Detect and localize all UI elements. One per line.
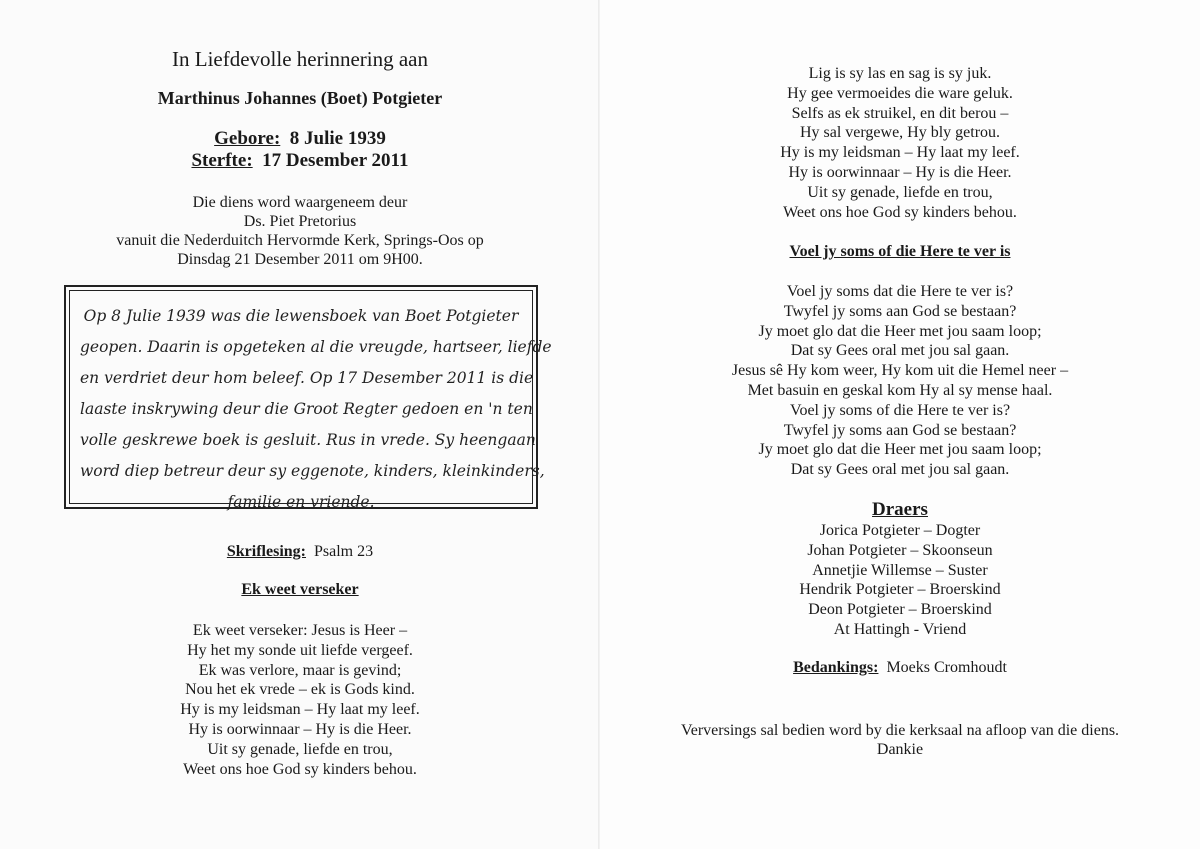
hymn-line: Hy sal vergewe, Hy bly getrou. <box>799 124 1001 142</box>
tribute-line: volle geskrewe boek is gesluit. Rus in vrede. Sy heengaan <box>80 431 536 449</box>
death-line <box>0 150 600 172</box>
tribute-line: geopen. Daarin is opgeteken al die vreugde, hartseer, liefde <box>80 338 552 356</box>
bearer-item: At Hattingh - Vriend <box>833 620 967 638</box>
song-line: Jesus sê Hy kom weer, Hy kom uit die Hemel neer – <box>731 362 1069 380</box>
song-title: Voel jy soms of die Here te ver is <box>789 243 1011 260</box>
scripture-reading <box>0 543 600 561</box>
birth-line <box>0 128 600 150</box>
death-date: 17 Desember 2011 <box>262 150 409 171</box>
hymn-line: Weet ons hoe God sy kinders behou. <box>183 760 417 778</box>
tribute-box <box>64 285 552 511</box>
tribute-line: en verdriet deur hom beleef. Op 17 Desember 2011 is die <box>80 369 534 387</box>
thanks-value: Moeks Cromhoudt <box>886 659 1007 676</box>
hymn-line: Hy is my leidsman – Hy laat my leef. <box>780 144 1020 162</box>
hymn-line: Hy is my leidsman – Hy laat my leef. <box>180 701 420 719</box>
service-line: Ds. Piet Pretorius <box>243 213 357 230</box>
memorial-heading: In Liefdevolle herinnering aan <box>172 47 428 71</box>
hymn-line: Ek weet verseker: Jesus is Heer – <box>192 622 408 639</box>
song-line: Dat sy Gees oral met jou sal gaan. <box>790 461 1010 479</box>
scripture-value: Psalm 23 <box>314 543 374 560</box>
song-line: Jy moet glo dat die Heer met jou saam loop; <box>758 441 1042 459</box>
service-line: Dinsdag 21 Desember 2011 om 9H00. <box>177 251 423 268</box>
hymn-line: Nou het ek vrede – ek is Gods kind. <box>185 681 415 699</box>
tribute-line: Op 8 Julie 1939 was die lewensboek van Boet Potgieter <box>83 307 519 325</box>
hymn-line: Ek was verlore, maar is gevind; <box>198 661 402 679</box>
hymn-line: Hy is oorwinnaar – Hy is die Heer. <box>788 163 1012 181</box>
closing-line: Verversings sal bedien word by die kerksaal na afloop van die diens. <box>680 722 1120 739</box>
thanks-label: Bedankings: <box>793 659 879 676</box>
acknowledgements <box>600 659 1200 677</box>
birth-label: Gebore: <box>214 128 281 149</box>
song-line: Voel jy soms of die Here te ver is? <box>789 401 1011 419</box>
scripture-label: Skriflesing: <box>226 543 306 560</box>
song-line: Dat sy Gees oral met jou sal gaan. <box>790 342 1010 360</box>
closing-note <box>600 721 1200 759</box>
hymn-line: Uit sy genade, liefde en trou, <box>807 183 993 201</box>
service-details <box>0 193 600 269</box>
death-label: Sterfte: <box>191 150 253 171</box>
song-line: Twyfel jy soms aan God se bestaan? <box>783 302 1017 320</box>
bearers-title: Draers <box>872 499 928 520</box>
bearer-item: Annetjie Willemse – Suster <box>812 561 988 579</box>
bearer-item: Deon Potgieter – Broerskind <box>808 601 992 619</box>
hymn-line: Uit sy genade, liefde en trou, <box>207 740 393 758</box>
hymn-line: Selfs as ek struikel, en dit berou – <box>791 104 1009 122</box>
song-line: Met basuin en geskal kom Hy al sy mense haal. <box>747 381 1053 399</box>
bearer-item: Hendrik Potgieter – Broerskind <box>799 581 1001 599</box>
dates-block <box>0 128 600 172</box>
birth-date: 8 Julie 1939 <box>289 128 386 149</box>
song-line: Twyfel jy soms aan God se bestaan? <box>783 421 1017 439</box>
closing-line: Dankie <box>876 741 924 758</box>
service-line: Die diens word waargeneem deur <box>192 194 408 211</box>
song-verses <box>600 282 1200 480</box>
tribute-text <box>69 290 552 511</box>
song-line: Voel jy soms dat die Here te ver is? <box>786 283 1014 300</box>
hymn-line: Hy gee vermoeides die ware geluk. <box>787 84 1013 102</box>
hymn-line: Hy is oorwinnaar – Hy is die Heer. <box>188 720 412 738</box>
service-line: vanuit die Nederduitch Hervormde Kerk, Springs-Oos op <box>116 232 484 249</box>
bearer-item: Johan Potgieter – Skoonseun <box>807 541 993 559</box>
bearers-list <box>600 521 1200 640</box>
bearer-item: Jorica Potgieter – Dogter <box>819 522 981 539</box>
hymn-continued <box>600 64 1200 222</box>
hymn-line: Weet ons hoe God sy kinders behou. <box>783 203 1017 221</box>
tribute-line: word diep betreur deur sy eggenote, kinders, kleinkinders, <box>80 462 545 480</box>
hymn-verses <box>0 621 600 779</box>
hymn-line: Hy het my sonde uit liefde vergeef. <box>187 641 413 659</box>
song-line: Jy moet glo dat die Heer met jou saam loop; <box>758 322 1042 340</box>
deceased-name: Marthinus Johannes (Boet) Potgieter <box>157 88 443 108</box>
right-page <box>600 0 1200 849</box>
tribute-line: laaste inskrywing deur die Groot Regter gedoen en 'n ten <box>80 400 533 418</box>
tribute-line: familie en vriende. <box>227 493 375 511</box>
hymn-line: Lig is sy las en sag is sy juk. <box>808 65 992 82</box>
hymn-title: Ek weet verseker <box>241 581 359 598</box>
